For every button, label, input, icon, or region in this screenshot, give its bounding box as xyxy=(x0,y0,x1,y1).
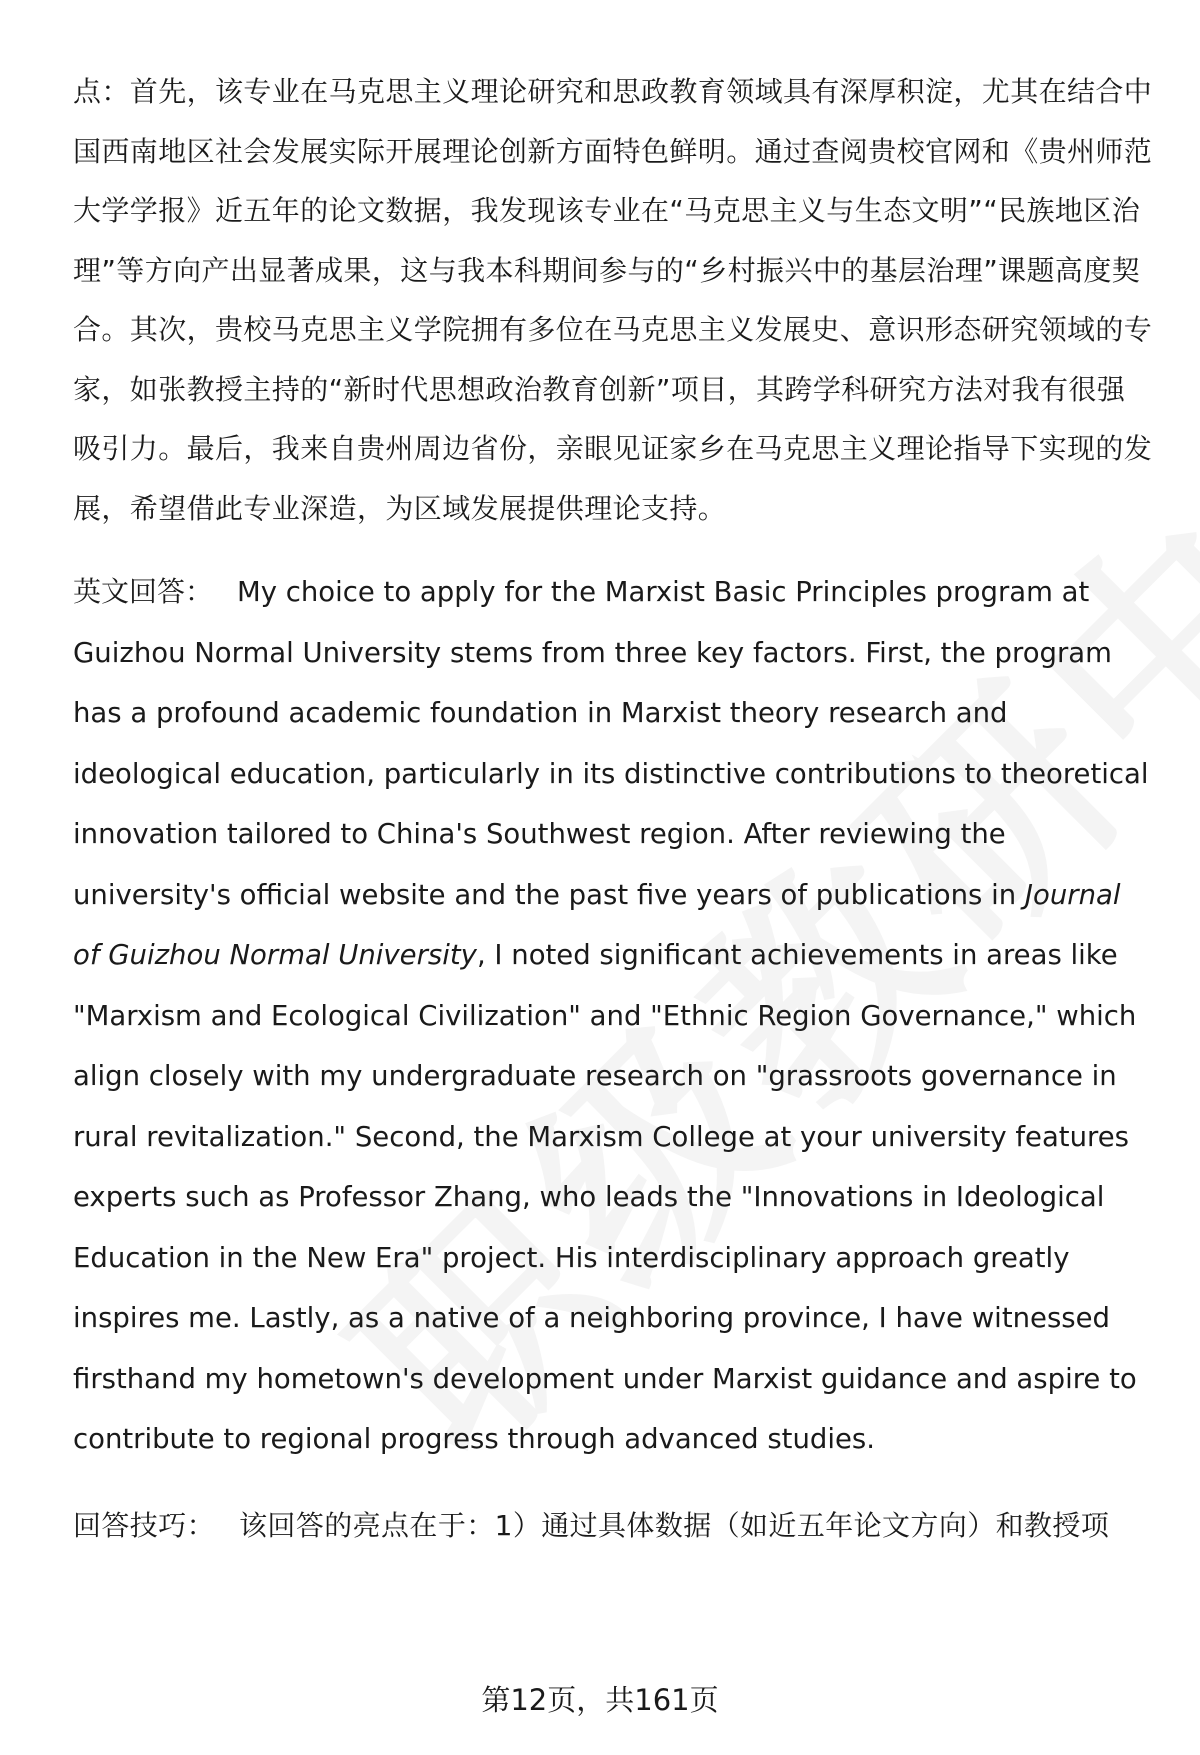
page-number-footer: 第12页，共161页 xyxy=(481,1683,719,1717)
paragraph-chinese-answer: 点：首先，该专业在马克思主义理论研究和思政教育领域具有深厚积淀，尤其在结合中国西南地区社会发展实际开展理论创新方面特色鲜明。通过查阅贵校官网和《贵州师范大学学报》近五年的论文数据，我发现该专业在“马克思主义与生态文明”“民族地区治理”等方向产出显著成果，这与我本科期间参与的“乡村振兴中的基层治理”课题高度契合。其次，贵校马克思主义学院拥有多位在马克思主义发展史、意识形态研究领域的专家，如张教授主持的“新时代思想政治教育创新”项目，其跨学科研究方法对我有很强吸引力。最后，我来自贵州周边省份，亲眼见证家乡在马克思主义理论指导下实现的发展，希望借此专业深造，为区域发展提供理论支持。 xyxy=(73,75,1153,525)
paragraph-english-answer xyxy=(73,562,1153,1470)
document-content xyxy=(73,62,1153,1555)
answer-tips-text: 该回答的亮点在于：1）通过具体数据（如近五年论文方向）和教授项 xyxy=(239,1508,1110,1542)
english-answer-text-part-1: My choice to apply for the Marxist Basic Principles program at Guizhou Normal University stems from three key factors. First, the program has a profound academic foundation in Marxist theory research and ideological education, particularly in its distinctive contributions to theoretical innovation tailored to China's Southwest region. After reviewing the university's official website and the past five years of publications in xyxy=(73,576,1149,911)
answer-tips-label: 回答技巧： xyxy=(73,1508,216,1542)
journal-title-italic: Journal of Guizhou Normal University xyxy=(73,878,1121,971)
paragraph-answer-tips xyxy=(73,1496,1153,1556)
english-answer-label: 英文回答： xyxy=(73,575,214,608)
english-answer-text-part-2: , I noted significant achievements in areas like "Marxism and Ecological Civilization" and "Ethnic Region Governance," which align closely with my undergraduate research on "grassroots governance in rural revitalization." Second, the Marxism College at your university features experts such as Professor Zhang, who leads the "Innovations in Ideological Education in the New Era" project. His interdisciplinary approach greatly inspires me. Lastly, as a native of a neighboring province, I have witnessed firsthand my hometown's development under Marxist guidance and aspire to contribute to regional progress through advanced studies. xyxy=(73,939,1137,1455)
